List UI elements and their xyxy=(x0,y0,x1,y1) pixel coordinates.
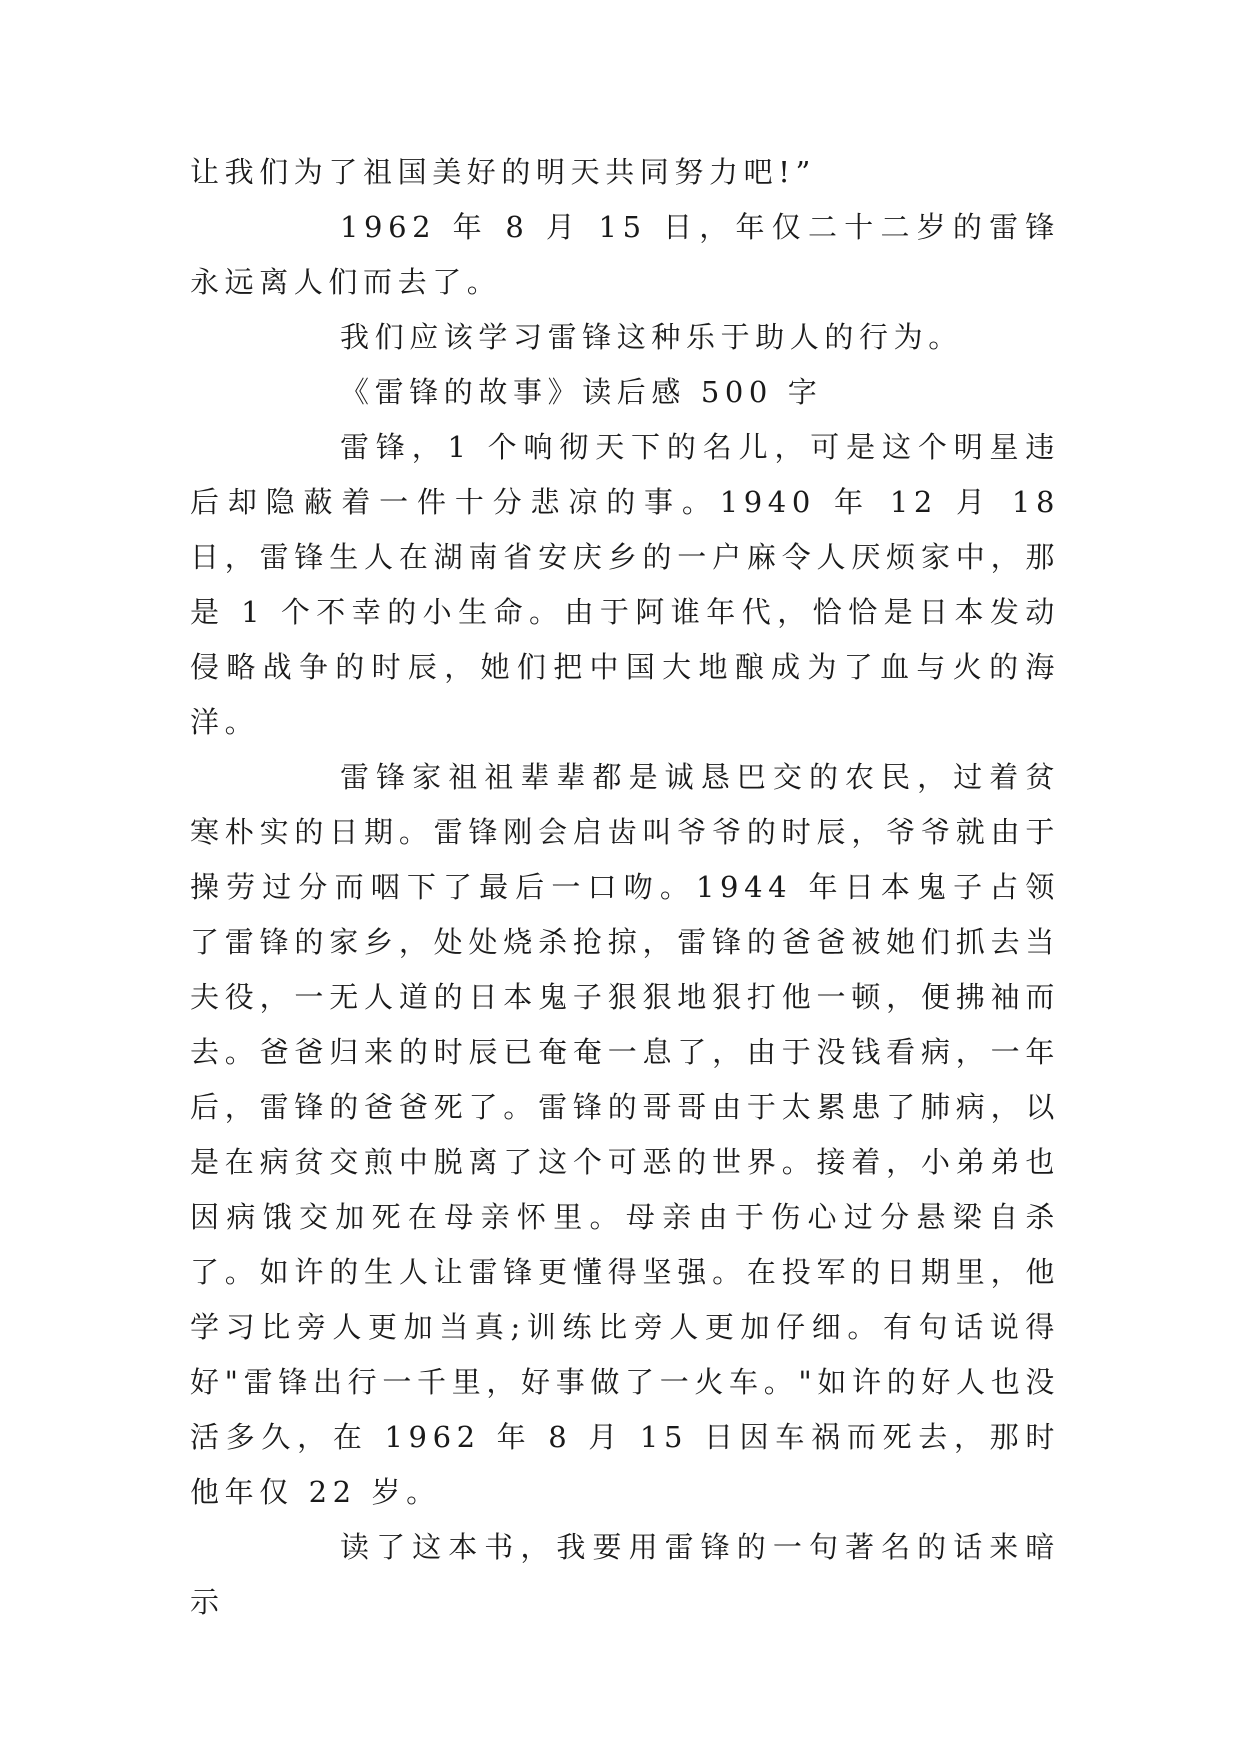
section-heading: 《雷锋的故事》读后感 500 字 xyxy=(340,375,823,409)
body-text xyxy=(190,145,1060,1630)
paragraph: 雷锋家祖祖辈辈都是诚恳巴交的农民，过着贫寒朴实的日期。雷锋刚会启齿叫爷爷的时辰，爷爷就由于操劳过分而咽下了最后一口吻。1944 年日本鬼子占领了雷锋的家乡，处处烧杀抢掠，雷锋的爸爸被她们抓去当夫役，一无人道的日本鬼子狠狠地狠打他一顿，便拂袖而去。爸爸归来的时辰已奄奄一息了，由于没钱看病，一年后，雷锋的爸爸死了。雷锋的哥哥由于太累患了肺病，以是在病贫交煎中脱离了这个可恶的世界。接着，小弟弟也因病饿交加死在母亲怀里。母亲由于伤心过分悬梁自杀了。如许的生人让雷锋更懂得坚强。在投军的日期里，他学习比旁人更加当真;训练比旁人更加仔细。有句话说得好"雷锋出行一千里，好事做了一火车。"如许的好人也没活多久，在 1962 年 8 月 15 日因车祸而死去，那时他年仅 22 岁。 xyxy=(190,760,1060,1509)
paragraph: 1962 年 8 月 15 日，年仅二十二岁的雷锋永远离人们而去了。 xyxy=(190,210,1060,299)
paragraph: 雷锋，1 个响彻天下的名儿，可是这个明星违后却隐蔽着一件十分悲凉的事。1940 年 12 月 18 日，雷锋生人在湖南省安庆乡的一户麻令人厌烦家中，那是 1 个不幸的小生命。由于阿谁年代，恰恰是日本发动侵略战争的时辰，她们把中国大地酿成为了血与火的海洋。 xyxy=(190,430,1060,739)
paragraph: 让我们为了祖国美好的明天共同努力吧!” xyxy=(190,155,816,189)
paragraph: 我们应该学习雷锋这种乐于助人的行为。 xyxy=(340,320,963,354)
paragraph: 读了这本书，我要用雷锋的一句著名的话来暗示 xyxy=(190,1530,1060,1619)
